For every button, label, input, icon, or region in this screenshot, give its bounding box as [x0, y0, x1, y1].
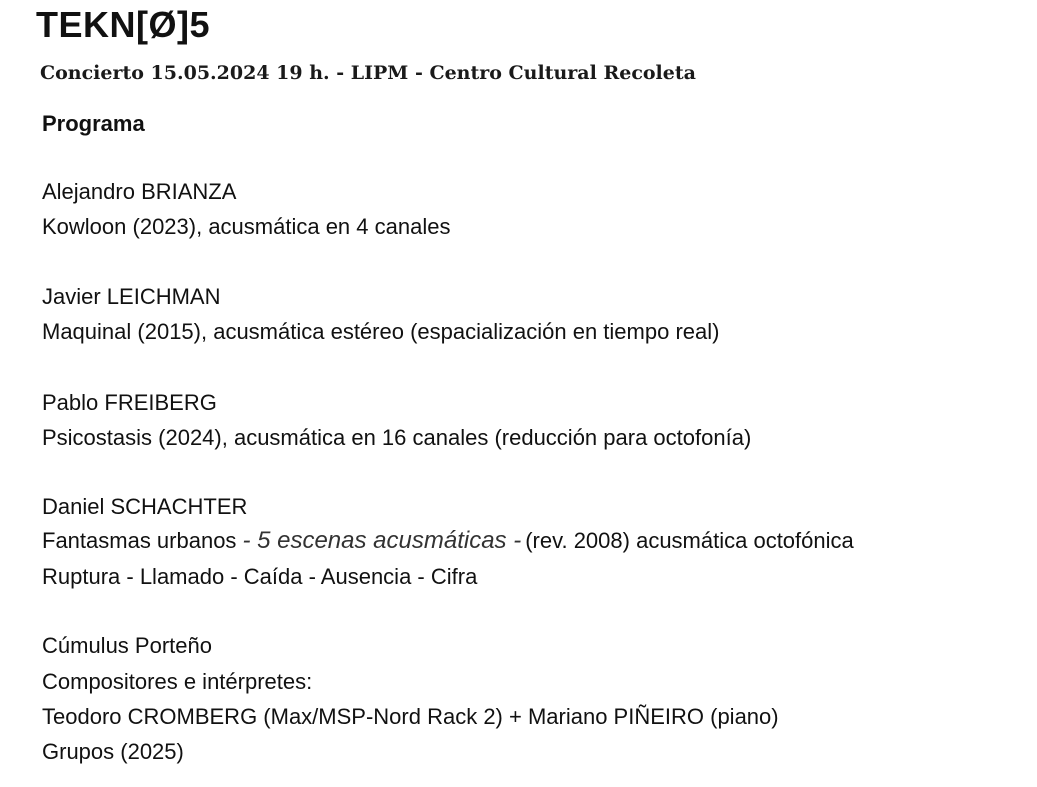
performers-list: Teodoro CROMBERG (Max/MSP-Nord Rack 2) + Mariano PIÑEIRO (piano)	[42, 704, 779, 729]
work-subtitle-italic: - 5 escenas acusmáticas -	[242, 527, 522, 554]
work-description: Maquinal (2015), acusmática estéreo (espacialización en tiempo real)	[42, 319, 720, 344]
work-description	[42, 527, 854, 555]
scene-list: Ruptura - Llamado - Caída - Ausencia - Cifra	[42, 564, 478, 589]
work-title: Fantasmas urbanos	[42, 528, 237, 553]
composer-name: Daniel SCHACHTER	[42, 494, 248, 519]
ensemble-name: Cúmulus Porteño	[42, 633, 212, 658]
work-description: Grupos (2025)	[42, 739, 184, 764]
composer-name: Alejandro BRIANZA	[42, 179, 237, 204]
program-heading: Programa	[42, 111, 145, 136]
event-logo: TEKN[Ø]5	[36, 4, 210, 45]
composer-name: Javier LEICHMAN	[42, 284, 221, 309]
performers-heading: Compositores e intérpretes:	[42, 669, 313, 694]
work-details: (rev. 2008) acusmática octofónica	[525, 528, 854, 553]
composer-name: Pablo FREIBERG	[42, 390, 217, 415]
concert-info: Concierto 15.05.2024 19 h. - LIPM - Centro Cultural Recoleta	[40, 62, 696, 84]
work-description: Kowloon (2023), acusmática en 4 canales	[42, 214, 451, 239]
work-description: Psicostasis (2024), acusmática en 16 canales (reducción para octofonía)	[42, 425, 752, 450]
